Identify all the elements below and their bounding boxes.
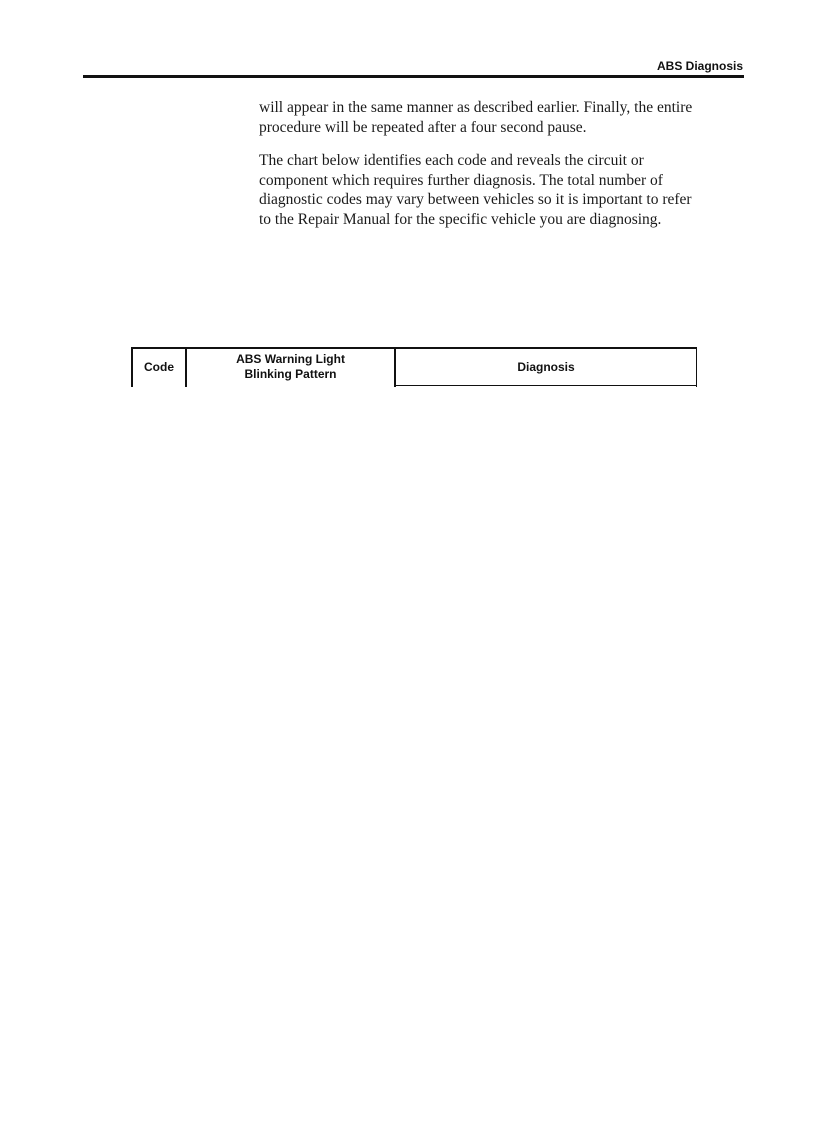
paragraph-2-line: The chart below identifies each code and reveals the circuit or [259,152,644,169]
diagnosis-code-table [131,347,697,387]
table-bottom-border [395,385,697,386]
paragraph-2 [259,151,759,229]
pattern-header-label-line-1: ABS Warning Light [236,352,345,366]
diagnosis-header-label: Diagnosis [517,359,575,374]
paragraph-1-line: procedure will be repeated after a four second pause. [259,118,587,136]
paragraph-2-line: diagnostic codes may vary between vehicles so it is important to refer [259,191,692,208]
paragraph-2-line: to the Repair Manual for the specific vehicle you are diagnosing. [259,210,662,228]
pattern-header-label-line-2: Blinking Pattern [244,367,337,381]
table-header-blinking-pattern [186,349,395,385]
table-header-diagnosis [396,349,696,385]
table-header-code [132,349,186,385]
code-header-label: Code [144,359,174,374]
paragraph-1-line: will appear in the same manner as described earlier. Finally, the entire [259,99,693,116]
paragraph-2-line: component which requires further diagnosis. The total number of [259,171,663,189]
paragraph-1 [259,98,759,137]
page-header-title: ABS Diagnosis [656,59,743,73]
header-rule [83,75,744,78]
